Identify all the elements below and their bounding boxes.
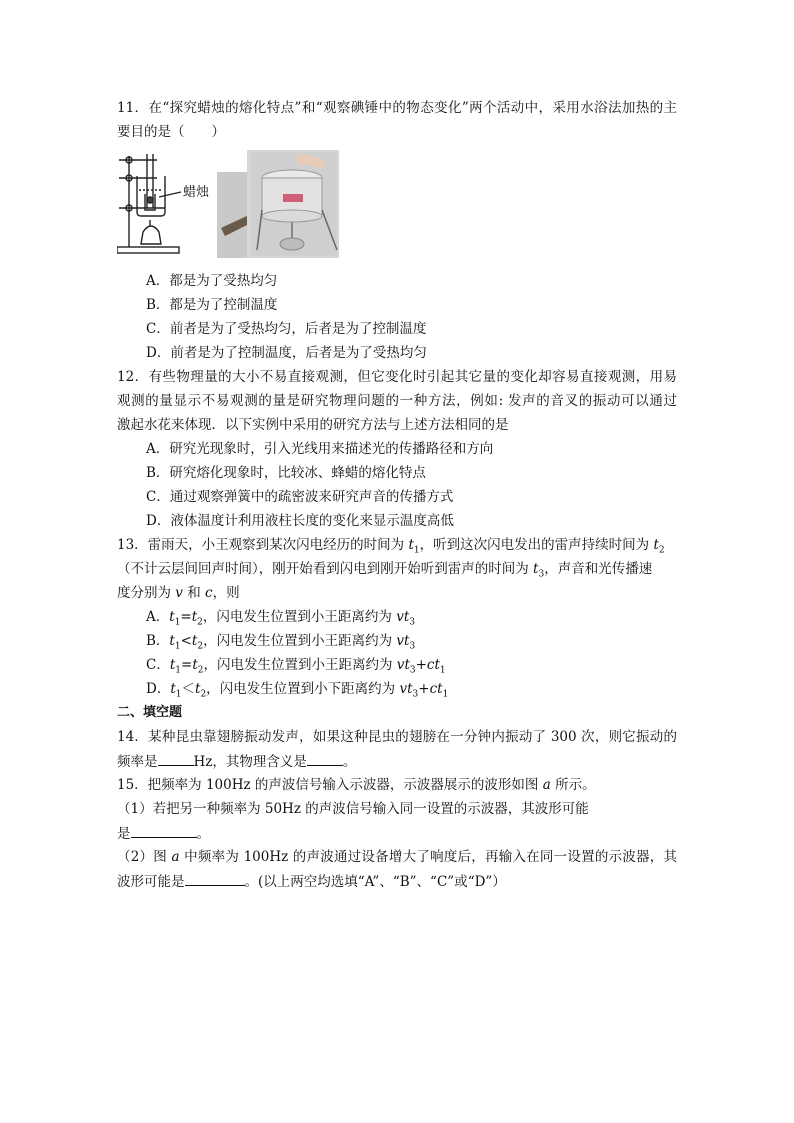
q11-apparatus-image <box>117 150 347 260</box>
q15-blank-2[interactable] <box>185 871 245 886</box>
q11-option-d: D．前者是为了控制温度，后者是为了受热均匀 <box>146 345 427 361</box>
q12-option-c: C．通过观察弹簧中的疏密波来研究声音的传播方式 <box>146 489 454 505</box>
q11-option-a: A．都是为了受热均匀 <box>146 273 278 289</box>
q12-option-d: D．液体温度计利用液柱长度的变化来显示温度高低 <box>146 513 454 529</box>
section-fill-in-blank-heading: 二、填空题 <box>117 705 183 720</box>
q12-option-a: A．研究光现象时，引入光线用来描述光的传播路径和方向 <box>146 441 494 457</box>
q15-sub1-line2: 是 。 <box>117 823 677 844</box>
q15-stem: 15．把频率为 100Hz 的声波信号输入示波器，示波器展示的波形如图 a 所示。 <box>117 777 596 793</box>
q13-stem-line2: （不计云层间回声时间），刚开始看到闪电到刚开始听到雷声的时间为 $t_3$，声音和光传播速 <box>117 561 653 580</box>
q14-blank-1[interactable] <box>158 751 194 766</box>
q14-blank-2[interactable] <box>307 751 343 766</box>
q15-sub2-line1: （2）图 a 中频率为 100Hz 的声波通过设备增大了响度后，再输入在同一设置的示波器，其 <box>117 849 677 865</box>
q12-stem-line3: 激起水花来体现．以下实例中采用的研究方法与上述方法相同的是 <box>117 417 509 433</box>
q15-sub1-line1: （1）若把另一种频率为 50Hz 的声波信号输入同一设置的示波器，其波形可能 <box>117 801 589 817</box>
q15-blank-1[interactable] <box>131 823 197 838</box>
q11-option-c: C．前者是为了受热均匀，后者是为了控制温度 <box>146 321 427 337</box>
q11-option-b: B．都是为了控制温度 <box>146 297 278 313</box>
q13-option-c: C．$t_1=t_2$，闪电发生位置到小王距离约为 $vt_3+ct_1$ <box>146 657 446 676</box>
q12-option-b: B．研究熔化现象时，比较冰、蜂蜡的熔化特点 <box>146 465 426 481</box>
q15-sub2-line2: 波形可能是 。(以上两空均选填“A”、“B”、“C”或“D”） <box>117 871 677 892</box>
q13-stem-line3: 度分别为 v 和 c，则 <box>117 585 240 601</box>
q11-figure <box>117 150 347 260</box>
q13-option-a: A．$t_1=t_2$，闪电发生位置到小王距离约为 $vt_3$ <box>146 609 416 628</box>
q11-stem-line1: 11．在“探究蜡烛的熔化特点”和“观察碘锤中的物态变化”两个活动中，采用水浴法加热的主 <box>117 100 677 116</box>
q14-stem-line2: 频率是 Hz，其物理含义是 。 <box>117 751 677 772</box>
q11-stem-line2: 要目的是（ ） <box>117 124 225 140</box>
q12-stem-line1: 12．有些物理量的大小不易直接观测，但它变化时引起其它量的变化却容易直接观测，用易 <box>117 369 677 385</box>
q13-option-b: B．$t_1<t_2$，闪电发生位置到小王距离约为 $vt_3$ <box>146 633 416 652</box>
q11-figure-label: 蜡烛 <box>183 185 210 200</box>
q12-stem-line2: 观测的量显示不易观测的量是研究物理问题的一种方法，例如: 发声的音叉的振动可以通过 <box>117 393 677 409</box>
q13-option-d: D．$t_1<t_2$，闪电发生位置到小下距离约为 $vt_3+ct_1$ <box>146 681 449 700</box>
q14-stem-line1: 14．某种昆虫靠翅膀振动发声，如果这种昆虫的翅膀在一分钟内振动了 300 次，则它振动的 <box>117 729 677 745</box>
q13-stem-line1: 13．雷雨天，小王观察到某次闪电经历的时间为 $t_1$，听到这次闪电发出的雷声持续时间为 $t_2$ <box>117 537 665 556</box>
